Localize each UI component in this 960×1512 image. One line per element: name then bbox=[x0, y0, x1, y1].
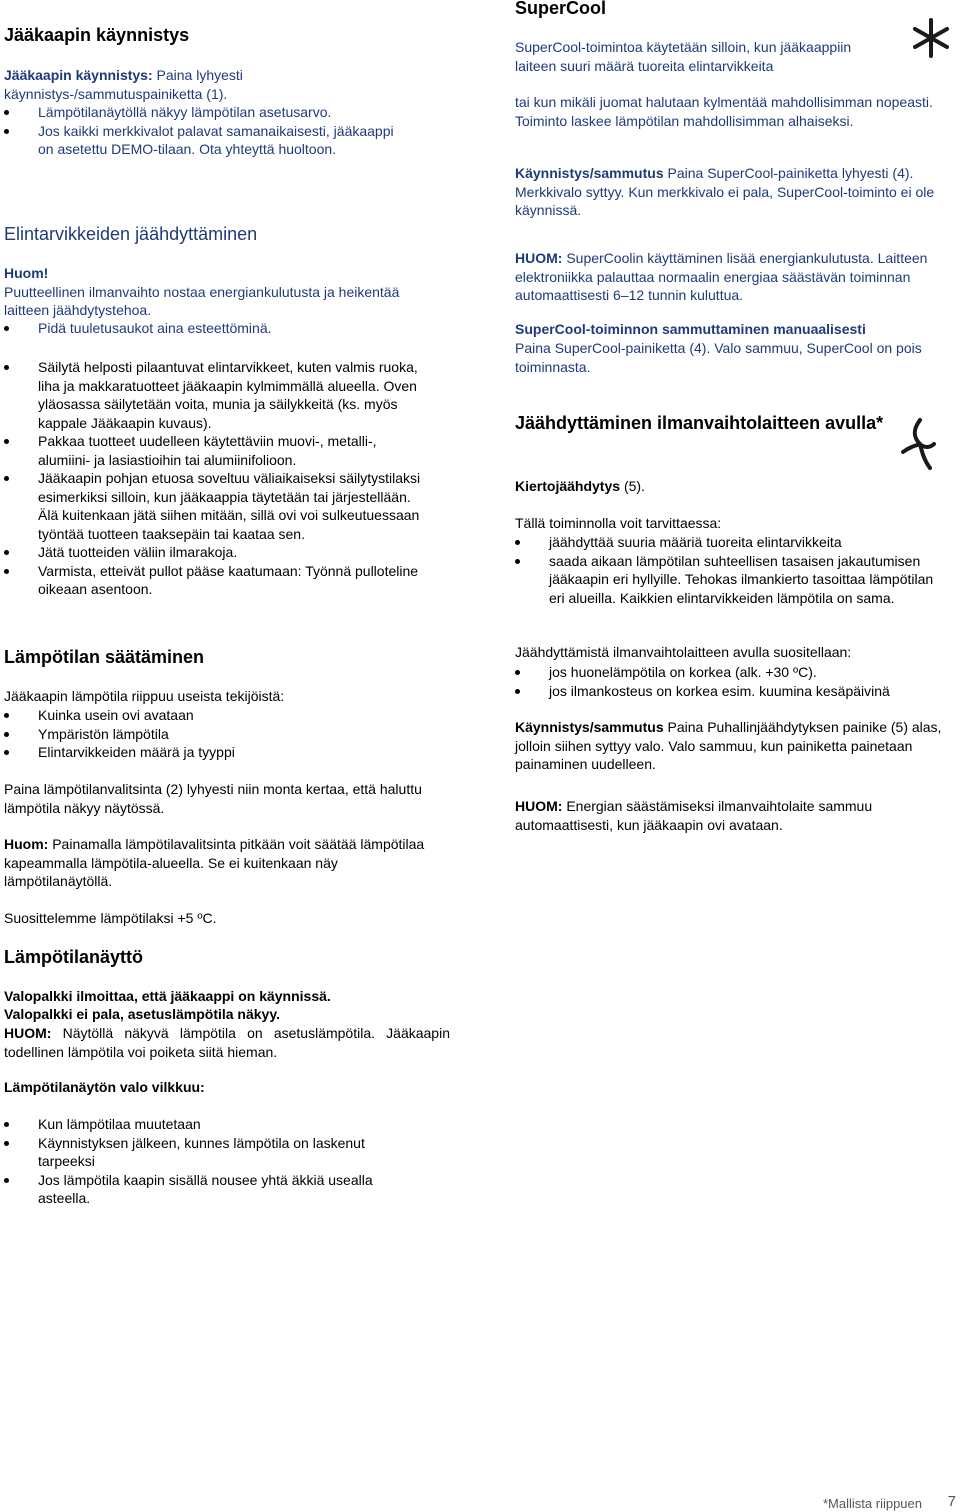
list-item: Lämpötilanäytöllä näkyy lämpötilan asetusarvo. bbox=[4, 103, 404, 122]
cooling-note bbox=[4, 264, 444, 320]
supercool-paragraph-2: tai kun mikäli juomat halutaan kylmentää mahdollisimman nopeasti. Toiminto laskee lämpötilan mahdollisimman alhaiseksi. bbox=[515, 94, 933, 129]
fan-huom-label: HUOM: bbox=[515, 798, 563, 814]
supercool-onoff-label: Käynnistys/sammutus bbox=[515, 165, 664, 181]
display-note-label: HUOM: bbox=[4, 1025, 52, 1041]
start-title: Jääkaapin käynnistys bbox=[4, 25, 190, 45]
fan-onoff-label: Käynnistys/sammutus bbox=[515, 719, 664, 735]
fan-rec-bullets bbox=[515, 663, 955, 700]
temp-recommend: Suosittelemme lämpötilaksi +5 ºC. bbox=[4, 910, 217, 926]
fan-rec-intro: Jäähdyttämistä ilmanvaihtolaitteen avulla suositellaan: bbox=[515, 644, 852, 660]
list-item: Jätä tuotteiden väliin ilmarakoja. bbox=[4, 543, 424, 562]
fan-intro: Tällä toiminnolla voit tarvittaessa: bbox=[515, 515, 722, 531]
list-item: Pidä tuuletusaukot aina esteettöminä. bbox=[4, 319, 444, 338]
temp-bullets bbox=[4, 706, 424, 762]
display-title: Lämpötilanäyttö bbox=[4, 947, 144, 967]
blink-bullets bbox=[4, 1115, 424, 1208]
list-item: Säilytä helposti pilaantuvat elintarvikkeet, kuten valmis ruoka, liha ja makkaratuotteet jääkaapin kylmimmällä alueella. Oven yläosassa säilytetään voita, munia ja säilykkeitä (ks. myös kappale Jääkaapin kuvaus). bbox=[4, 358, 424, 432]
list-item: Jääkaapin pohjan etuosa soveltuu väliaikaiseksi säilytystilaksi esimerkiksi silloin, kun jääkaappia täytetään tai järjestellään. Älä kuitenkaan jätä siihen mitään, sillä ovi voi sulkeutuessaan työntää tuotteen taaksepäin tai kaataa sen. bbox=[4, 469, 424, 543]
fan-huom bbox=[515, 797, 935, 834]
page-number: 7 bbox=[947, 1493, 956, 1510]
list-item: Käynnistyksen jälkeen, kunnes lämpötila on laskenut tarpeeksi bbox=[4, 1134, 424, 1171]
list-item: Varmista, etteivät pullot pääse kaatumaan: Työnnä pulloteline oikeaan asentoon. bbox=[4, 562, 424, 599]
cooling-bullets bbox=[4, 358, 424, 599]
fan-title: Jäähdyttäminen ilmanvaihtolaitteen avulla* bbox=[515, 413, 884, 433]
list-item: Elintarvikkeiden määrä ja tyyppi bbox=[4, 743, 424, 762]
footer-note: *Mallista riippuen bbox=[823, 1496, 922, 1511]
start-bullets bbox=[4, 103, 404, 159]
start-paragraph bbox=[4, 66, 404, 103]
list-item: saada aikaan lämpötilan suhteellisen tasaisen jakautumisen jääkaapin eri hyllyille. Tehokas ilmankierto tasoittaa lämpötilan eri alueilla. Kaikkien elintarvikkeiden lämpötila on sama. bbox=[515, 552, 935, 608]
supercool-paragraph-1: SuperCool-toimintoa käytetään silloin, kun jääkaappiin laiteen suuri määrä tuoreita elintarvikkeita bbox=[515, 39, 852, 74]
fan-subtitle bbox=[515, 477, 645, 496]
list-item: Kuinka usein ovi avataan bbox=[4, 706, 424, 725]
temp-note bbox=[4, 835, 444, 891]
list-item: jäähdyttää suuria määriä tuoreita elintarvikkeita bbox=[515, 533, 935, 552]
display-bold-1: Valopalkki ilmoittaa, että jääkaappi on käynnissä. bbox=[4, 988, 331, 1004]
supercool-huom-text: SuperCoolin käyttäminen lisää energiankulutusta. Laitteen elektroniikka palauttaa normaalin energiaa säästävän toiminnan automaattisesti 6–12 tunnin kuluttua. bbox=[515, 250, 928, 303]
fan-bullets bbox=[515, 533, 935, 607]
temp-title: Lämpötilan säätäminen bbox=[4, 647, 205, 667]
fan-onoff-text: Paina Puhallinjäähdytyksen painike (5) alas, jolloin siihen syttyy valo. Valo sammuu, kun painiketta painetaan painaminen uudelleen. bbox=[515, 719, 942, 772]
list-item: Kun lämpötilaa muutetaan bbox=[4, 1115, 424, 1134]
supercool-onoff bbox=[515, 164, 935, 220]
list-item: Jos lämpötila kaapin sisällä nousee yhtä äkkiä usealla asteella. bbox=[4, 1171, 424, 1208]
cooling-note-label: Huom! bbox=[4, 265, 49, 281]
cooling-title: Elintarvikkeiden jäähdyttäminen bbox=[4, 224, 258, 244]
supercool-huom bbox=[515, 249, 955, 305]
fan-huom-text: Energian säästämiseksi ilmanvaihtolaite sammuu automaattisesti, kun jääkaapin ovi avataan. bbox=[515, 798, 873, 833]
supercool-huom-label: HUOM: bbox=[515, 250, 563, 266]
temp-note-label: Huom: bbox=[4, 836, 49, 852]
temp-paragraph: Paina lämpötilanvalitsinta (2) lyhyesti niin monta kertaa, että haluttu lämpötila näkyy näytössä. bbox=[4, 781, 422, 816]
supercool-title: SuperCool bbox=[515, 0, 607, 18]
display-bold-2: Valopalkki ei pala, asetuslämpötila näkyy. bbox=[4, 1006, 280, 1022]
start-label: Jääkaapin käynnistys: bbox=[4, 67, 153, 83]
display-note-text: Näytöllä näkyvä lämpötila on asetuslämpötila. Jääkaapin todellinen lämpötila voi poiketa siitä hieman. bbox=[4, 1025, 450, 1060]
list-item: Pakkaa tuotteet uudelleen käytettäviin muovi-, metalli-, alumiini- ja lasiastioihin tai alumiinifolioon. bbox=[4, 432, 424, 469]
display-note bbox=[4, 1024, 450, 1061]
list-item: jos huonelämpötila on korkea (alk. +30 ºC). bbox=[515, 663, 955, 682]
supercool-manual-text: Paina SuperCool-painiketta (4). Valo sammuu, SuperCool on pois toiminnasta. bbox=[515, 340, 922, 375]
temp-intro: Jääkaapin lämpötila riippuu useista tekijöistä: bbox=[4, 688, 285, 704]
start-text: Paina lyhyesti käynnistys-/sammutuspainiketta (1). bbox=[4, 67, 243, 102]
fan-onoff bbox=[515, 718, 945, 774]
supercool-manual-title: SuperCool-toiminnon sammuttaminen manuaalisesti bbox=[515, 321, 866, 337]
snowflake-icon bbox=[910, 18, 952, 58]
fan-subtitle-text: (5). bbox=[623, 478, 645, 494]
list-item: jos ilmankosteus on korkea esim. kuumina kesäpäivinä bbox=[515, 682, 955, 701]
temp-note-text: Painamalla lämpötilavalitsinta pitkään voit säätää lämpötilaa kapeammalla lämpötila-alueella. Se ei kuitenkaan näy lämpötilanäytöllä. bbox=[4, 836, 425, 889]
fan-subtitle-label: Kiertojäähdytys bbox=[515, 478, 621, 494]
cooling-vent-bullet bbox=[4, 319, 444, 338]
list-item: Ympäristön lämpötila bbox=[4, 725, 424, 744]
blink-title: Lämpötilanäytön valo vilkkuu: bbox=[4, 1079, 205, 1095]
cooling-note-text: Puutteellinen ilmanvaihto nostaa energiankulutusta ja heikentää laitteen jäähdytystehoa. bbox=[4, 283, 400, 318]
fan-icon bbox=[900, 418, 938, 470]
list-item: Jos kaikki merkkivalot palavat samanaikaisesti, jääkaappi on asetettu DEMO-tilaan. Ota yhteyttä huoltoon. bbox=[4, 122, 404, 159]
supercool-onoff-text: Paina SuperCool-painiketta lyhyesti (4). Merkkivalo syttyy. Kun merkkivalo ei pala, SuperCool-toiminto ei ole käynnissä. bbox=[515, 165, 935, 218]
